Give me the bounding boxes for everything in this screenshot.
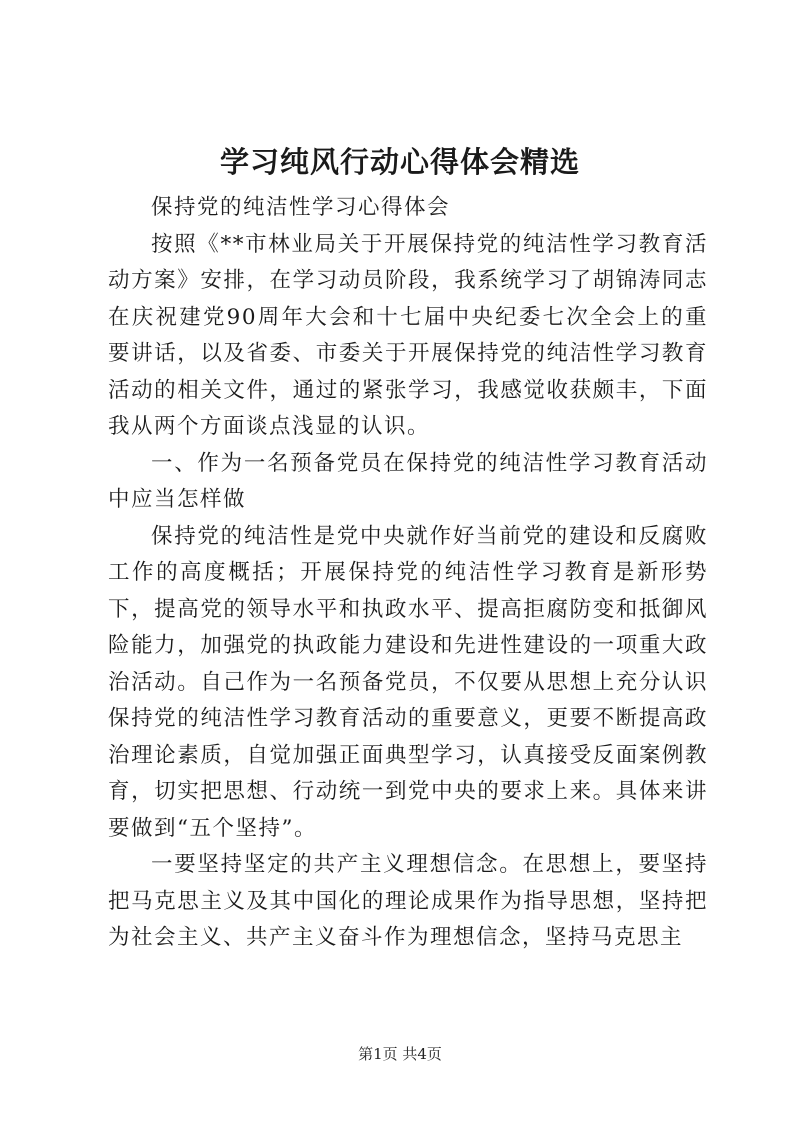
- paragraph-intro: 按照《**市林业局关于开展保持党的纯洁性学习教育活动方案》安排，在学习动员阶段，我系统学习了胡锦涛同志在庆祝建党90周年大会和十七届中央纪委七次全会上的重要讲话，以及省委、市委关于开展保持党的纯洁性学习教育活动的相关文件，通过的紧张学习，我感觉收获颇丰，下面我从两个方面谈点浅显的认识。: [108, 231, 708, 439]
- document-body: [108, 190, 708, 957]
- paragraph-section-heading: 一、作为一名预备党员在保持党的纯洁性学习教育活动中应当怎样做: [108, 450, 708, 512]
- paragraph-first-insistence: 一要坚持坚定的共产主义理想信念。在思想上，要坚持把马克思主义及其中国化的理论成果作为指导思想，坚持把为社会主义、共产主义奋斗作为理想信念，坚持马克思主: [108, 852, 708, 950]
- paragraph-subtitle: 保持党的纯洁性学习心得体会: [151, 195, 451, 220]
- page-number-footer: 第1页 共4页: [358, 1045, 442, 1063]
- paragraph-purity-overview: 保持党的纯洁性是党中央就作好当前党的建设和反腐败工作的高度概括；开展保持党的纯洁性学习教育是新形势下，提高党的领导水平和执政水平、提高拒腐防变和抵御风险能力，加强党的执政能力建设和先进性建设的一项重大政治活动。自己作为一名预备党员，不仅要从思想上充分认识保持党的纯洁性学习教育活动的重要意义，更要不断提高政治理论素质，自觉加强正面典型学习，认真接受反面案例教育，切实把思想、行动统一到党中央的要求上来。具体来讲要做到“五个坚持”。: [108, 523, 708, 841]
- document-title: 学习纯风行动心得体会精选: [219, 145, 580, 179]
